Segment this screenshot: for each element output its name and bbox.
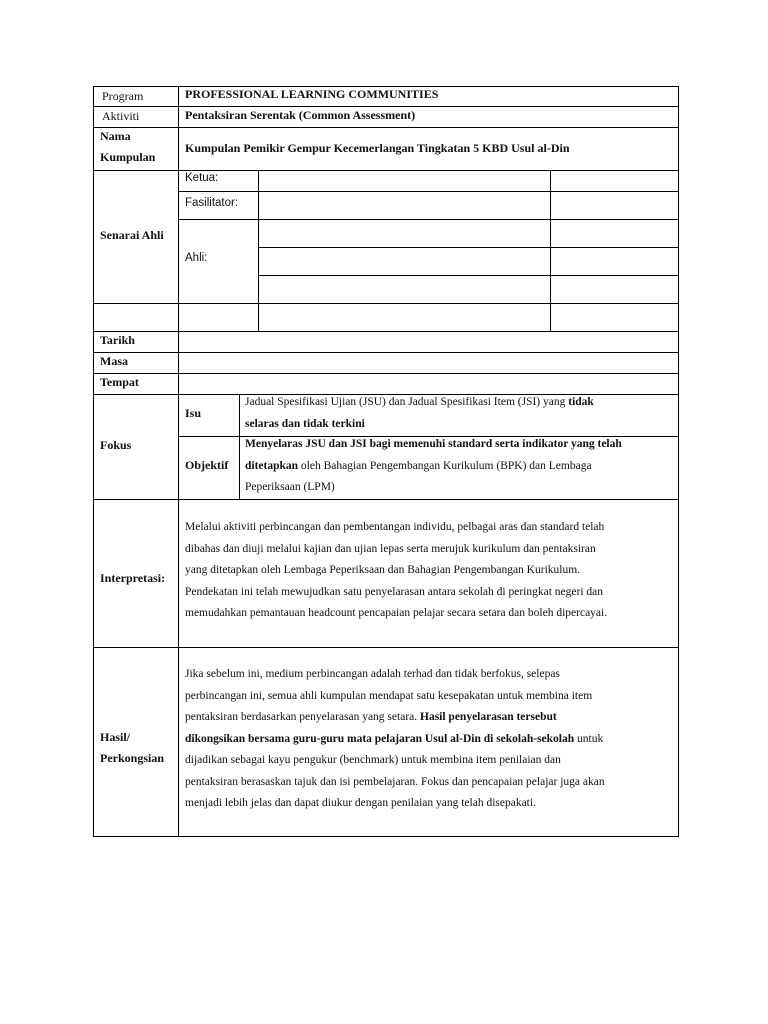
program-value: PROFESSIONAL LEARNING COMMUNITIES bbox=[185, 87, 439, 101]
isu-text bbox=[245, 392, 675, 436]
rule bbox=[678, 86, 679, 837]
fokus-label: Fokus bbox=[100, 438, 132, 452]
ahli-extra-field[interactable] bbox=[551, 220, 678, 247]
isu-text-bold: selaras dan tidak terkini bbox=[245, 417, 365, 430]
isu-text-bold: tidak bbox=[568, 396, 594, 408]
fasilitator-label: Fasilitator: bbox=[185, 197, 239, 209]
masa-label: Masa bbox=[100, 354, 128, 368]
rule bbox=[93, 647, 679, 648]
objektif-text-bold: ditetapkan bbox=[245, 459, 299, 472]
fasilitator-name-field[interactable] bbox=[259, 192, 550, 219]
tempat-label: Tempat bbox=[100, 375, 139, 389]
interpretasi-line: memudahkan pemantauan headcount pencapaian pelajar secara setara dan boleh dipercayai. bbox=[185, 607, 608, 619]
rule bbox=[239, 394, 240, 500]
masa-field[interactable] bbox=[179, 353, 678, 373]
ketua-name-field[interactable] bbox=[259, 171, 550, 191]
hasil-label-line2: Perkongsian bbox=[100, 751, 165, 765]
nama-label-line1: Nama bbox=[100, 129, 131, 143]
ahli-extra-field[interactable] bbox=[551, 276, 678, 303]
interpretasi-line: Melalui aktiviti perbincangan dan pembentangan individu, pelbagai aras dan standard telah bbox=[185, 521, 605, 533]
hasil-line bbox=[185, 707, 675, 729]
interpretasi-text bbox=[185, 517, 675, 629]
isu-label: Isu bbox=[185, 406, 202, 420]
hasil-text bbox=[185, 664, 675, 819]
rule bbox=[93, 127, 679, 128]
interpretasi-line: yang ditetapkan oleh Lembaga Peperiksaan dan Bahagian Pengembangan Kurikulum. bbox=[185, 564, 581, 576]
isu-text-normal: Jadual Spesifikasi Ujian (JSU) dan Jadual Spesifikasi Item (JSI) yang bbox=[245, 396, 569, 408]
nama-label-line2: Kumpulan bbox=[100, 150, 156, 164]
hasil-line-bold: dikongsikan bersama guru-guru mata pelajaran Usul al-Din di sekolah-sekolah bbox=[185, 732, 575, 745]
ahli-name-field[interactable] bbox=[259, 276, 550, 303]
nama-kumpulan-value: Kumpulan Pemikir Gempur Kecemerlangan Tingkatan 5 KBD Usul al-Din bbox=[185, 141, 570, 155]
rule bbox=[93, 303, 679, 304]
rule bbox=[178, 86, 179, 837]
tarikh-field[interactable] bbox=[179, 332, 678, 352]
program-label: Program bbox=[102, 89, 144, 103]
objektif-text bbox=[245, 434, 675, 498]
rule bbox=[93, 86, 94, 837]
rule bbox=[178, 219, 258, 220]
rule bbox=[93, 836, 679, 837]
objektif-label: Objektif bbox=[185, 458, 229, 472]
hasil-line: perbincangan ini, semua ahli kumpulan mendapat satu kesepakatan untuk membina item bbox=[185, 689, 593, 702]
hasil-line-normal: pentaksiran berdasarkan penyelarasan yang setara. bbox=[185, 711, 420, 723]
objektif-text-bold: Menyelaras JSU dan JSI bagi memenuhi standard serta indikator yang telah bbox=[245, 438, 622, 450]
hasil-line: menjadi lebih jelas dan dapat diukur dengan penilaian yang telah disepakati. bbox=[185, 797, 536, 809]
ahli-label: Ahli: bbox=[185, 252, 208, 264]
ketua-extra-field[interactable] bbox=[551, 171, 678, 191]
tempat-field[interactable] bbox=[179, 374, 678, 394]
tarikh-label: Tarikh bbox=[100, 333, 135, 347]
hasil-line: pentaksiran berasaskan tajuk dan isi pembelajaran. Fokus dan pencapaian pelajar juga akan bbox=[185, 775, 605, 788]
aktiviti-value: Pentaksiran Serentak (Common Assessment) bbox=[185, 108, 416, 122]
hasil-line: Jika sebelum ini, medium perbincangan adalah terhad dan tidak berfokus, selepas bbox=[185, 668, 560, 680]
senarai-ahli-label: Senarai Ahli bbox=[100, 228, 164, 242]
hasil-line-normal: untuk bbox=[574, 732, 604, 745]
ketua-label: Ketua: bbox=[185, 172, 219, 184]
ahli-extra-field[interactable] bbox=[551, 248, 678, 275]
interpretasi-line: dibahas dan diuji melalui kajian dan ujian lepas serta merujuk kurikulum dan pentaksiran bbox=[185, 542, 596, 555]
interpretasi-label: Interpretasi: bbox=[100, 571, 166, 585]
objektif-text-normal: Peperiksaan (LPM) bbox=[245, 481, 335, 493]
ahli-name-field[interactable] bbox=[259, 220, 550, 247]
aktiviti-label: Aktiviti bbox=[102, 109, 140, 123]
objektif-text-normal: oleh Bahagian Pengembangan Kurikulum (BPK) dan Lembaga bbox=[298, 459, 592, 472]
hasil-line: dijadikan sebagai kayu pengukur (benchmark) untuk membina item penilaian dan bbox=[185, 754, 561, 766]
fasilitator-extra-field[interactable] bbox=[551, 192, 678, 219]
hasil-label-line1: Hasil/ bbox=[100, 730, 131, 744]
interpretasi-line: Pendekatan ini telah mewujudkan satu penyelarasan antara sekolah di peringkat negeri dan bbox=[185, 585, 603, 598]
ahli-name-field[interactable] bbox=[259, 248, 550, 275]
rule bbox=[93, 499, 679, 500]
hasil-line-bold: Hasil penyelarasan tersebut bbox=[420, 711, 557, 723]
hasil-line bbox=[185, 729, 675, 751]
